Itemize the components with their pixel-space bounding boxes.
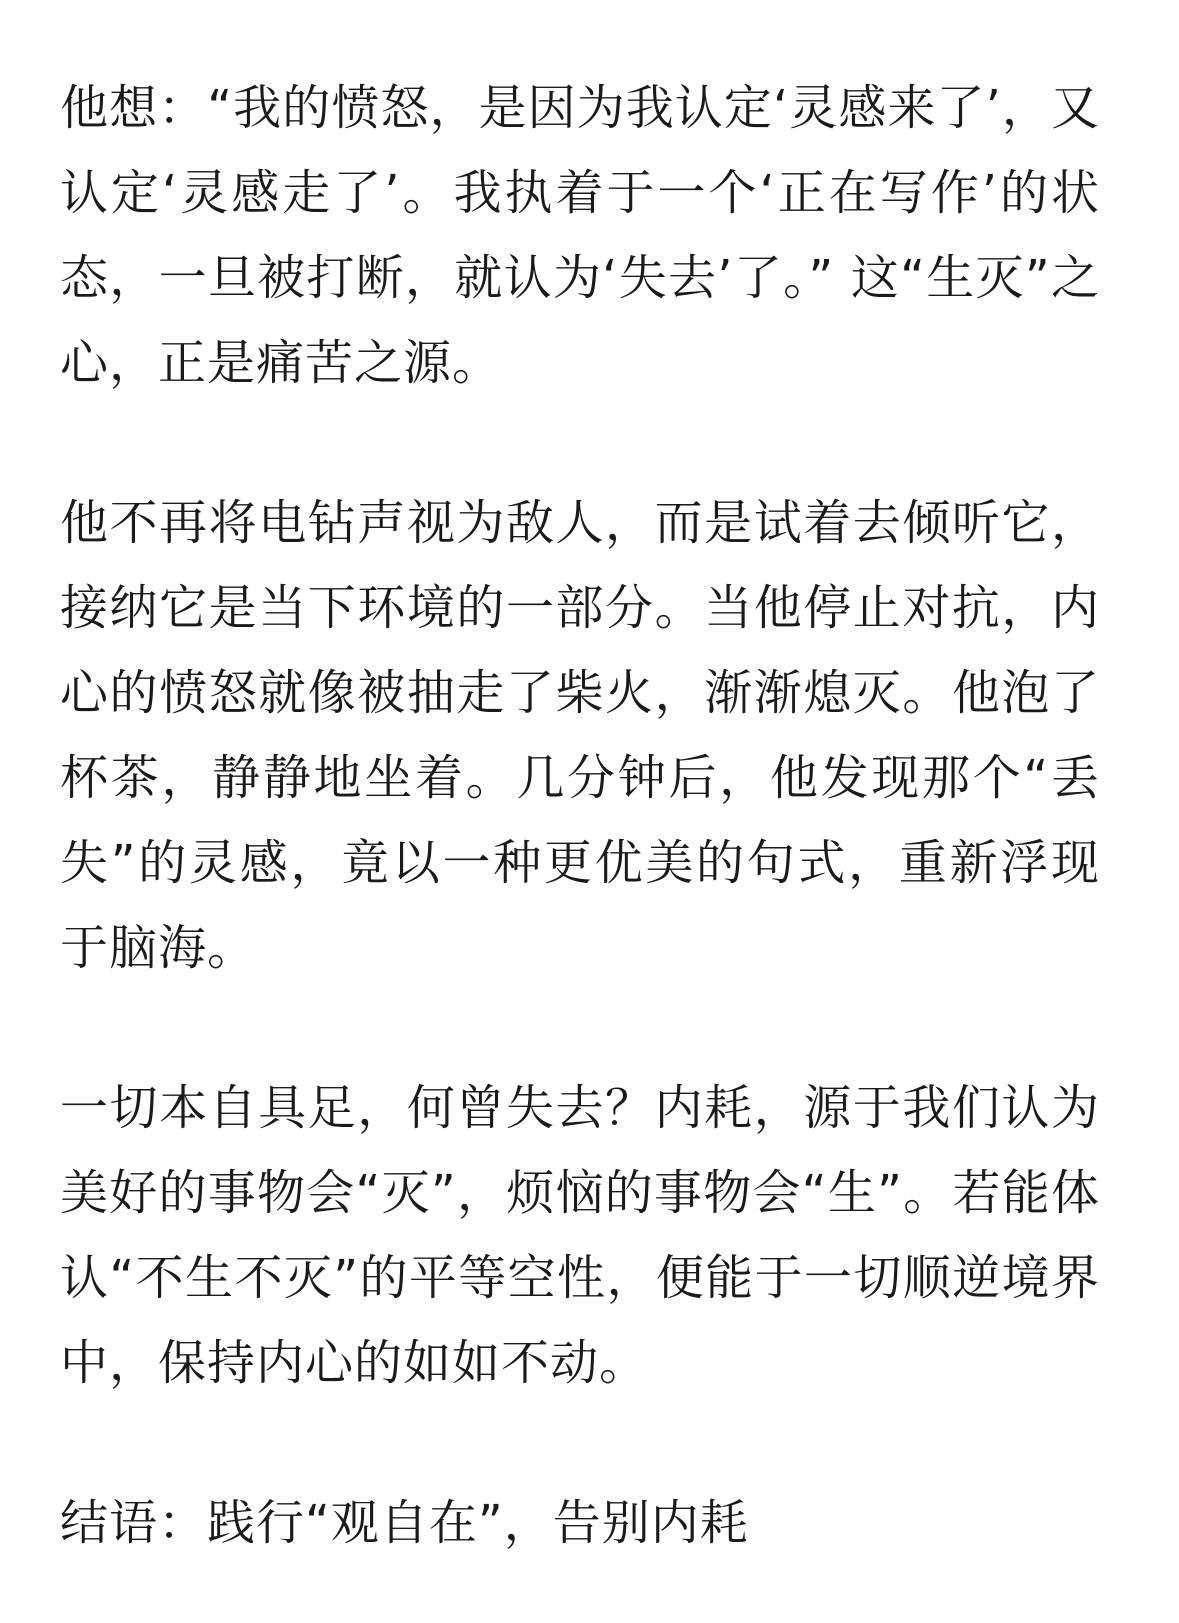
- article-body: [60, 66, 1100, 1566]
- section-heading: 结语：践行“观自在”，告别内耗: [60, 1495, 749, 1551]
- paragraph-2: 他不再将电钻声视为敌人，而是试着去倾听它，接纳它是当下环境的一部分。当他停止对抗，内心的愤怒就像被抽走了柴火，渐渐熄灭。他泡了杯茶，静静地坐着。几分钟后，他发现那个“丢失”的灵感，竟以一种更优美的句式，重新浮现于脑海。: [60, 495, 1100, 976]
- paragraph-3: 一切本自具足，何曾失去？内耗，源于我们认为美好的事物会“灭”，烦恼的事物会“生”。若能体认“不生不灭”的平等空性，便能于一切顺逆境界中，保持内心的如如不动。: [60, 1080, 1100, 1391]
- paragraph-1: 他想：“我的愤怒，是因为我认定‘灵感来了’，又认定‘灵感走了’。我执着于一个‘正在写作’的状态，一旦被打断，就认为‘失去’了。” 这“生灭”之心，正是痛苦之源。: [60, 80, 1100, 391]
